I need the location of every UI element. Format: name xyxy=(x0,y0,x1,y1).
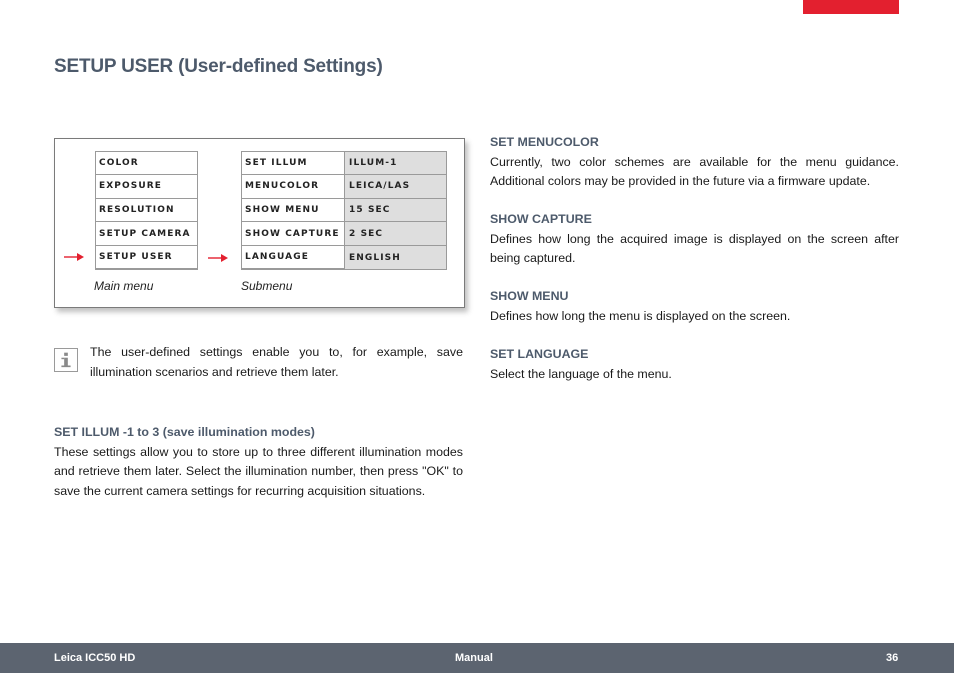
submenu-list xyxy=(241,151,447,270)
section-body: Defines how long the menu is displayed on the screen. xyxy=(490,308,791,323)
section-heading: SHOW MENU xyxy=(490,289,569,303)
submenu-item-value: ENGLISH xyxy=(345,246,447,270)
submenu-item-value: ILLUM-1 xyxy=(345,151,447,175)
submenu-item-label: MENUCOLOR xyxy=(241,175,345,199)
section-body: Select the language of the menu. xyxy=(490,366,672,381)
section-body: Defines how long the acquired image is displayed on the screen after being captured. xyxy=(490,231,899,265)
menu-diagram xyxy=(54,138,465,308)
main-menu-item xyxy=(95,175,198,199)
submenu-item-value: 2 SEC xyxy=(345,222,447,246)
red-accent-tab xyxy=(803,0,899,14)
main-menu-item xyxy=(95,151,198,175)
section-show-capture xyxy=(490,210,899,269)
main-menu-list xyxy=(95,151,198,270)
section-body: These settings allow you to store up to three different illumination modes and retrieve them later. Select the illumination number, then press "OK" to save the current camera settings for recurring acquisition situations. xyxy=(54,444,463,498)
page-footer xyxy=(0,643,954,673)
submenu-row xyxy=(241,151,447,175)
section-show-menu xyxy=(490,287,899,326)
selection-arrow-icon xyxy=(64,252,84,262)
submenu-item-value: LEICA/LAS xyxy=(345,175,447,199)
main-menu-item-label: SETUP CAMERA xyxy=(95,222,198,246)
main-menu-item-label: EXPOSURE xyxy=(95,175,198,199)
submenu-row-selected xyxy=(241,246,447,270)
submenu-row xyxy=(241,222,447,246)
main-menu-item-label: COLOR xyxy=(95,151,198,175)
footer-product: Leica ICC50 HD xyxy=(54,652,136,664)
section-set-language xyxy=(490,345,899,384)
main-menu-item-label: RESOLUTION xyxy=(95,199,198,223)
main-menu-item-label: SETUP USER xyxy=(95,246,198,270)
page-title: SETUP USER (User-defined Settings) xyxy=(54,56,383,77)
submenu-row xyxy=(241,175,447,199)
section-set-menucolor xyxy=(490,133,899,192)
info-note-text: The user-defined settings enable you to, for example, save illumination scenarios and retrieve them later. xyxy=(90,345,463,379)
section-heading: SET ILLUM -1 to 3 (save illumination modes) xyxy=(54,425,315,439)
submenu-item-label: SHOW CAPTURE xyxy=(241,222,345,246)
submenu-caption: Submenu xyxy=(241,279,293,293)
section-set-illum xyxy=(54,423,463,501)
submenu-item-label: LANGUAGE xyxy=(241,246,345,270)
section-heading: SET LANGUAGE xyxy=(490,347,589,361)
footer-doc-type: Manual xyxy=(455,652,493,664)
footer-page-number: 36 xyxy=(886,652,899,664)
submenu-item-label: SHOW MENU xyxy=(241,199,345,223)
main-menu-item xyxy=(95,222,198,246)
section-heading: SET MENUCOLOR xyxy=(490,135,599,149)
main-menu-caption: Main menu xyxy=(94,279,154,293)
section-heading: SHOW CAPTURE xyxy=(490,212,592,226)
main-menu-item-selected xyxy=(95,246,198,270)
info-icon xyxy=(54,348,78,372)
selection-arrow-icon xyxy=(208,253,228,263)
section-body: Currently, two color schemes are available for the menu guidance. Additional colors may be provided in the future via a firmware update. xyxy=(490,154,899,188)
submenu-item-value: 15 SEC xyxy=(345,199,447,223)
main-menu-item xyxy=(95,199,198,223)
submenu-row xyxy=(241,199,447,223)
submenu-item-label: SET ILLUM xyxy=(241,151,345,175)
